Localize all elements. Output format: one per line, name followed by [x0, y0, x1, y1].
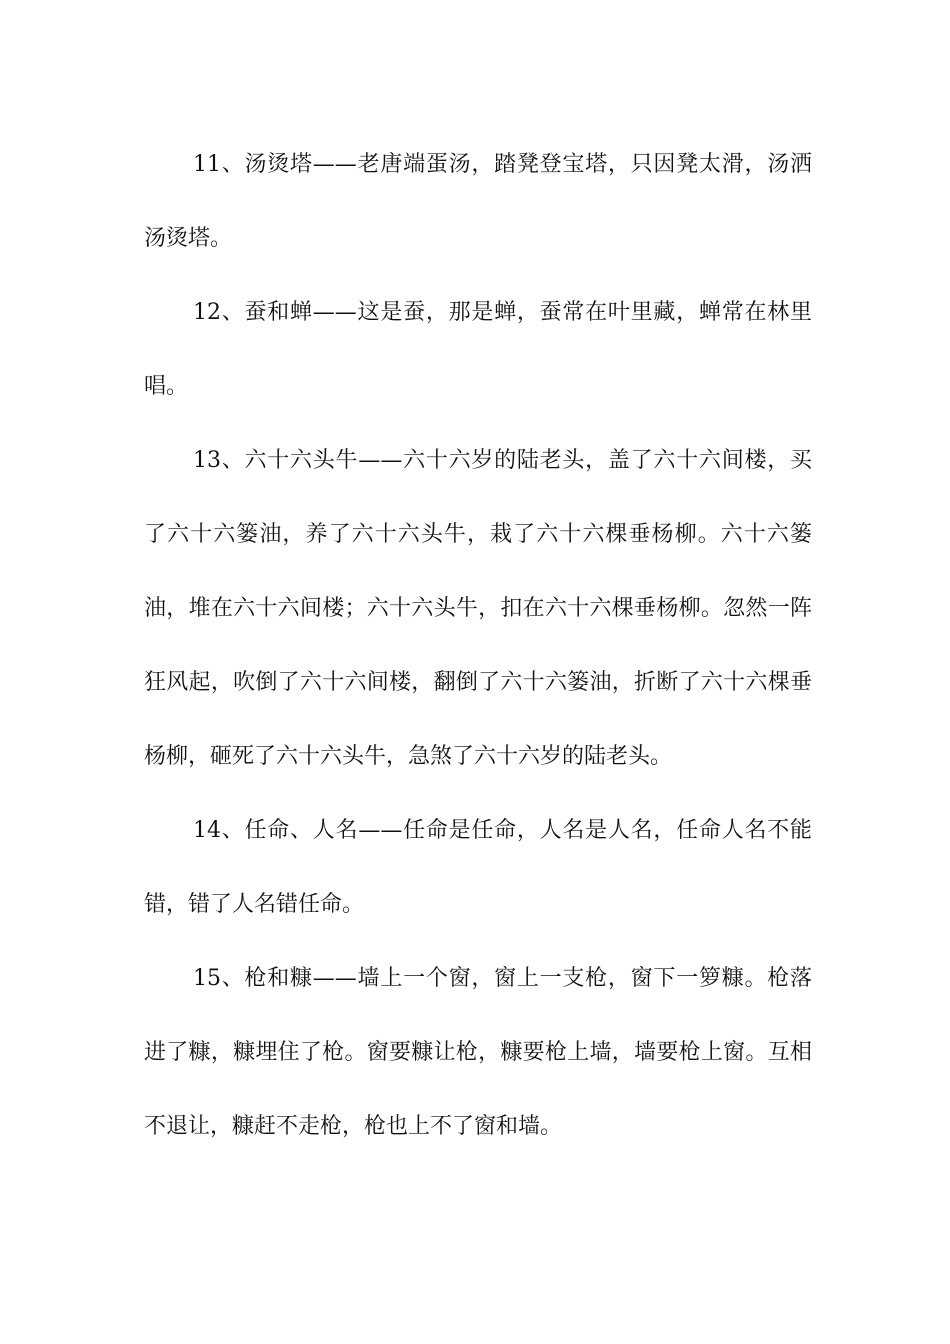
paragraph-13: 13、六十六头牛——六十六岁的陆老头，盖了六十六间楼，买了六十六篓油，养了六十六头牛，栽了六十六棵垂杨柳。六十六篓油，堆在六十六间楼；六十六头牛，扣在六十六棵垂杨柳。忽然一阵狂风起，吹倒了六十六间楼，翻倒了六十六篓油，折断了六十六棵垂杨柳，砸死了六十六头牛，急煞了六十六岁的陆老头。 — [144, 448, 812, 769]
paragraph-11: 11、汤烫塔——老唐端蛋汤，踏凳登宝塔，只因凳太滑，汤洒汤烫塔。 — [144, 152, 812, 251]
paragraph-15: 15、枪和糠——墙上一个窗，窗上一支枪，窗下一箩糠。枪落进了糠，糠埋住了枪。窗要糠让枪，糠要枪上墙，墙要枪上窗。互相不退让，糠赶不走枪，枪也上不了窗和墙。 — [144, 966, 812, 1139]
document-body — [144, 128, 812, 1164]
paragraph-14: 14、任命、人名——任命是任命，人名是人名，任命人名不能错，错了人名错任命。 — [144, 818, 812, 917]
paragraph-12: 12、蚕和蝉——这是蚕，那是蝉，蚕常在叶里藏，蝉常在林里唱。 — [144, 300, 812, 399]
